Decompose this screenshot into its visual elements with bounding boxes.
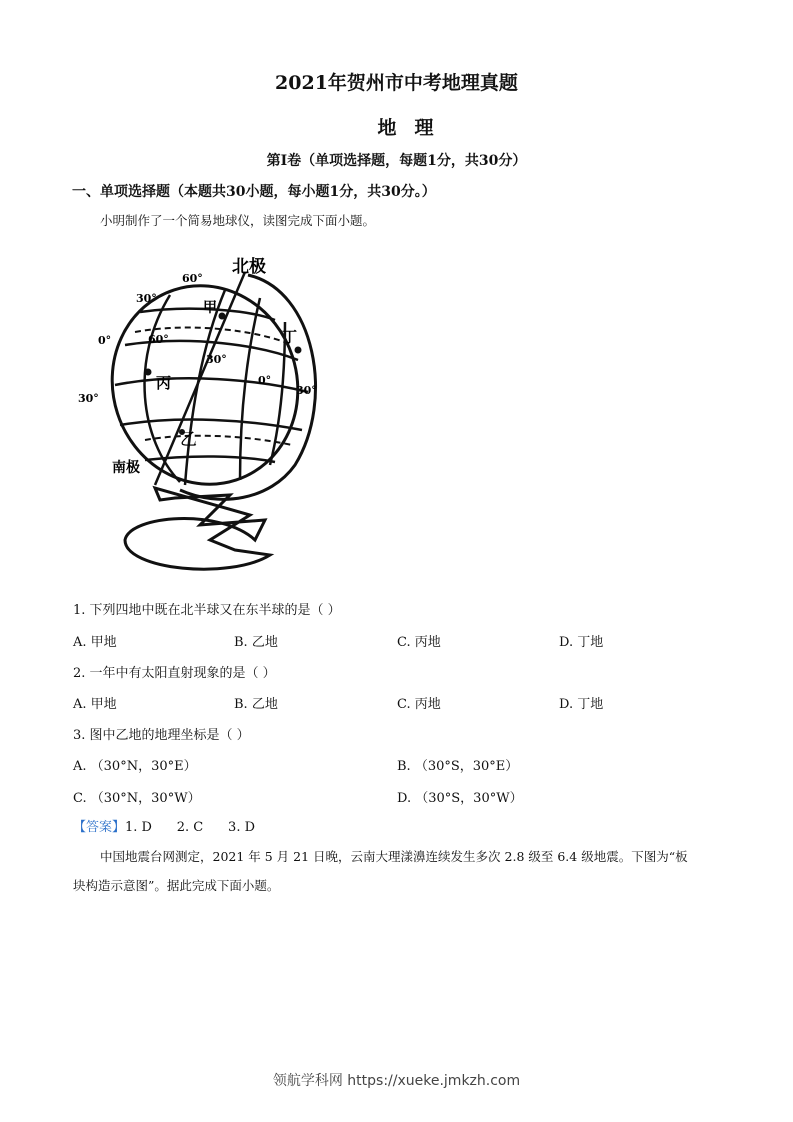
earthquake-paragraph-line1: 中国地震台网测定，2021 年 5 月 21 日晚，云南大理漾濞连续发生多次 2.8 级至 6.4 级地震。下图为“板: [100, 849, 688, 864]
answer-line: [73, 816, 255, 835]
page-title: 2021年贺州市中考地理真题: [275, 72, 518, 94]
label-lon0: 0°: [258, 374, 272, 387]
question-2-option-a[interactable]: A. 甲地: [73, 697, 117, 712]
label-lon30-right: 30°: [296, 384, 317, 397]
question-2-option-c[interactable]: C. 丙地: [397, 697, 441, 712]
label-ding: 丁: [282, 328, 298, 346]
globe-stand: [125, 488, 270, 569]
part-title: 一、单项选择题（本题共30小题，每小题1分，共30分。）: [72, 184, 436, 200]
question-3-option-b[interactable]: B. （30°S，30°E）: [397, 759, 519, 774]
question-2-option-b[interactable]: B. 乙地: [234, 697, 278, 712]
intro-text: 小明制作了一个简易地球仪，读图完成下面小题。: [100, 213, 376, 228]
earthquake-paragraph-line2: 块构造示意图”。据此完成下面小题。: [73, 878, 280, 893]
answer-tag: 【答案】: [73, 820, 126, 835]
question-1-option-c[interactable]: C. 丙地: [397, 635, 441, 650]
meridian-right: [240, 298, 260, 480]
question-1-option-b[interactable]: B. 乙地: [234, 635, 278, 650]
label-south-pole: 南极: [112, 460, 140, 476]
label-lat60: 60°: [182, 272, 203, 285]
label-lon30: 30°: [206, 353, 227, 366]
question-1-option-a[interactable]: A. 甲地: [73, 635, 117, 650]
answer-text: 1. D 2. C 3. D: [125, 820, 256, 835]
point-jia: [219, 313, 226, 320]
question-2-option-d[interactable]: D. 丁地: [559, 697, 604, 712]
latitude-30-bottom: [120, 420, 302, 430]
label-jia: 甲: [203, 300, 217, 316]
section-title: 第Ⅰ卷（单项选择题，每题1分，共30分）: [266, 153, 527, 169]
label-yi: 乙: [180, 430, 197, 450]
question-3-option-a[interactable]: A. （30°N，30°E）: [73, 759, 197, 774]
label-north-pole: 北极: [232, 257, 266, 277]
question-1-stem: 1. 下列四地中既在北半球又在东半球的是（ ）: [73, 603, 341, 618]
point-ding: [295, 347, 302, 354]
label-lon60: 60°: [148, 333, 169, 346]
point-bing: [145, 369, 152, 376]
label-lat30-top: 30°: [136, 292, 157, 305]
question-1-option-d[interactable]: D. 丁地: [559, 635, 604, 650]
subject-heading: 地理: [377, 117, 452, 139]
label-lat30-left: 30°: [78, 392, 99, 405]
globe-figure: [70, 250, 330, 590]
question-3-option-d[interactable]: D. （30°S，30°W）: [397, 791, 523, 806]
footer-watermark: 领航学科网 https://xueke.jmkzh.com: [272, 1073, 521, 1089]
question-2-stem: 2. 一年中有太阳直射现象的是（ ）: [73, 666, 276, 681]
question-3-stem: 3. 图中乙地的地理坐标是（ ）: [73, 728, 250, 743]
label-eq0-left: 0°: [98, 334, 112, 347]
latitude-30-bottom-dash: [145, 436, 292, 445]
question-3-option-c[interactable]: C. （30°N，30°W）: [73, 791, 201, 806]
label-bing: 丙: [156, 374, 172, 392]
